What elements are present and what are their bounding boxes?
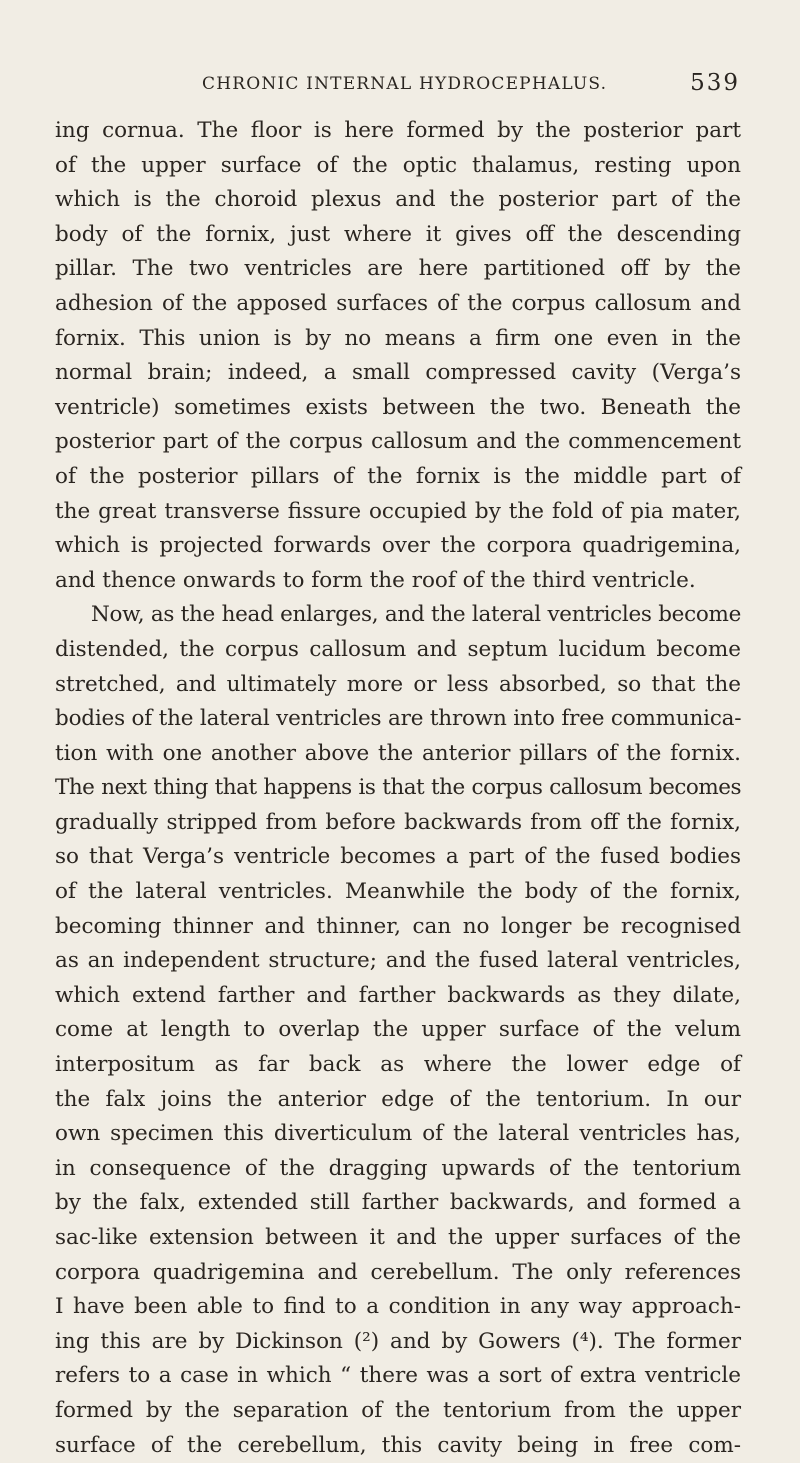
text-line: normal brain; indeed, a small compressed cavity (Verga’s [55, 360, 741, 386]
text-line: so that Verga’s ventricle becomes a part of the fused bodies [55, 844, 741, 870]
text-line: ventricle) sometimes exists between the two. Beneath the [55, 394, 741, 420]
text-line: interpositum as far back as where the lower edge of [55, 1052, 741, 1078]
text-line: corpora quadrigemina and cerebellum. The only references [55, 1259, 741, 1285]
text-line: of the lateral ventricles. Meanwhile the body of the fornix, [55, 879, 741, 905]
text-line: of the upper surface of the optic thalamus, resting upon [55, 152, 741, 178]
text-line: the falx joins the anterior edge of the tentorium. In our [55, 1086, 741, 1112]
text-line: of the posterior pillars of the fornix is the middle part of [55, 463, 741, 489]
text-line: own specimen this diverticulum of the lateral ventricles has, [55, 1121, 741, 1147]
text-line: gradually stripped from before backwards from off the fornix, [55, 809, 741, 835]
text-line: fornix. This union is by no means a firm one even in the [55, 325, 741, 351]
text-line: body of the fornix, just where it gives off the descending [55, 221, 741, 247]
page-number: 539 [690, 70, 740, 96]
text-line: tion with one another above the anterior pillars of the fornix. [55, 740, 741, 766]
text-line: ing cornua. The floor is here formed by the posterior part [55, 118, 741, 143]
text-line: the great transverse fissure occupied by the fold of pia mater, [55, 498, 741, 524]
text-line: which is the choroid plexus and the posterior part of the [55, 187, 741, 213]
text-line: refers to a case in which “ there was a sort of extra ventricle [55, 1363, 741, 1389]
text-line: and thence onwards to form the roof of the third ventricle. [55, 567, 696, 593]
text-line: which extend farther and farther backwards as they dilate, [55, 982, 741, 1008]
paragraph-start-line: Now, as the head enlarges, and the lateral ventricles become [91, 602, 741, 628]
text-line: becoming thinner and thinner, can no longer be recognised [55, 913, 741, 939]
text-line: The next thing that happens is that the corpus callosum becomes [55, 775, 741, 801]
text-line: in consequence of the dragging upwards of the tentorium [55, 1155, 741, 1181]
text-line: pillar. The two ventricles are here partitioned off by the [55, 256, 741, 282]
page-header [52, 70, 740, 104]
text-line: which is projected forwards over the corpora quadrigemina, [55, 533, 741, 559]
text-line: by the falx, extended still farther backwards, and formed a [55, 1190, 741, 1216]
body-text [55, 114, 741, 1463]
text-line: come at length to overlap the upper surface of the velum [55, 1017, 741, 1043]
text-line: formed by the separation of the tentorium from the upper [55, 1397, 741, 1423]
text-line: sac-like extension between it and the upper surfaces of the [55, 1225, 741, 1250]
text-line: as an independent structure; and the fused lateral ventricles, [55, 948, 741, 974]
text-line: posterior part of the corpus callosum and the commencement [55, 429, 741, 455]
text-line: distended, the corpus callosum and septum lucidum become [55, 636, 741, 662]
running-title: CHRONIC INTERNAL HYDROCEPHALUS. [202, 74, 608, 94]
text-line: I have been able to find to a condition in any way approach- [55, 1294, 741, 1320]
text-line: adhesion of the apposed surfaces of the corpus callosum and [55, 290, 741, 316]
text-line: surface of the cerebellum, this cavity being in free com- [55, 1432, 741, 1458]
text-line: stretched, and ultimately more or less absorbed, so that the [55, 671, 741, 697]
text-line: ing this are by Dickinson (²) and by Gowers (⁴). The former [55, 1328, 741, 1354]
text-line: bodies of the lateral ventricles are thrown into free communica- [55, 706, 742, 732]
